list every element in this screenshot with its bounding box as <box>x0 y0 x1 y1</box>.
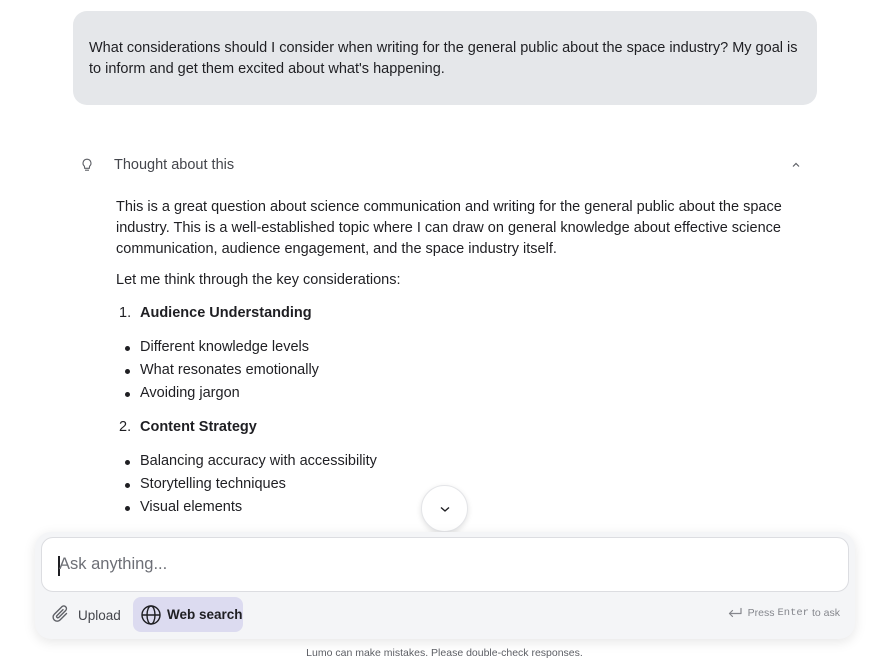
section-title: Content Strategy <box>140 419 257 435</box>
chevron-up-icon[interactable] <box>789 158 803 172</box>
ask-input[interactable] <box>59 538 839 591</box>
web-search-label: Web search <box>167 607 243 622</box>
thought-header-label: Thought about this <box>114 157 235 173</box>
section-heading <box>116 417 816 438</box>
list-item-text: What resonates emotionally <box>140 362 319 378</box>
upload-button[interactable] <box>51 600 121 630</box>
list-item-text: Different knowledge levels <box>140 339 309 355</box>
ask-field-wrapper[interactable] <box>41 537 849 592</box>
thought-toggle[interactable] <box>78 153 803 177</box>
enter-hint-suffix: to ask <box>811 607 840 619</box>
section-heading <box>116 303 816 324</box>
chevron-down-icon <box>439 500 451 518</box>
list-item <box>116 359 816 382</box>
enter-hint <box>727 607 840 619</box>
section-number: 1. <box>119 305 132 321</box>
list-item-text: Visual elements <box>140 499 243 515</box>
user-message-bubble <box>73 11 817 105</box>
user-message-text: What considerations should I consider when writing for the general public about the space industry? My goal is to inform and get them excited about what's happening. <box>89 40 798 77</box>
enter-hint-key: Enter <box>777 607 809 619</box>
disclaimer: Lumo can make mistakes. Please double-check responses. <box>306 647 583 659</box>
web-search-toggle[interactable] <box>133 597 243 632</box>
paperclip-icon <box>51 603 71 628</box>
upload-label: Upload <box>78 607 121 623</box>
thought-content <box>116 197 816 519</box>
bullet-list <box>116 336 816 405</box>
enter-key-icon <box>727 607 743 619</box>
scroll-to-bottom-button[interactable] <box>421 485 468 532</box>
list-item <box>116 450 816 473</box>
thought-paragraph: Let me think through the key considerations: <box>116 272 401 288</box>
list-item-text: Balancing accuracy with accessibility <box>140 453 377 469</box>
globe-icon <box>140 604 162 626</box>
list-item-text: Storytelling techniques <box>140 476 286 492</box>
lightbulb-icon <box>80 158 94 172</box>
list-item-text: Avoiding jargon <box>140 385 240 401</box>
list-item <box>116 382 816 405</box>
section-title: Audience Understanding <box>140 305 312 321</box>
thought-paragraph: This is a great question about science communication and writing for the general public about the space industry. This is a well-established topic where I can draw on general knowledge about effective science communication, audience engagement, and the space industry itself. <box>116 199 782 257</box>
section-number: 2. <box>119 419 132 435</box>
composer <box>35 532 855 639</box>
enter-hint-prefix: Press <box>747 607 775 619</box>
list-item <box>116 473 816 496</box>
list-item <box>116 336 816 359</box>
